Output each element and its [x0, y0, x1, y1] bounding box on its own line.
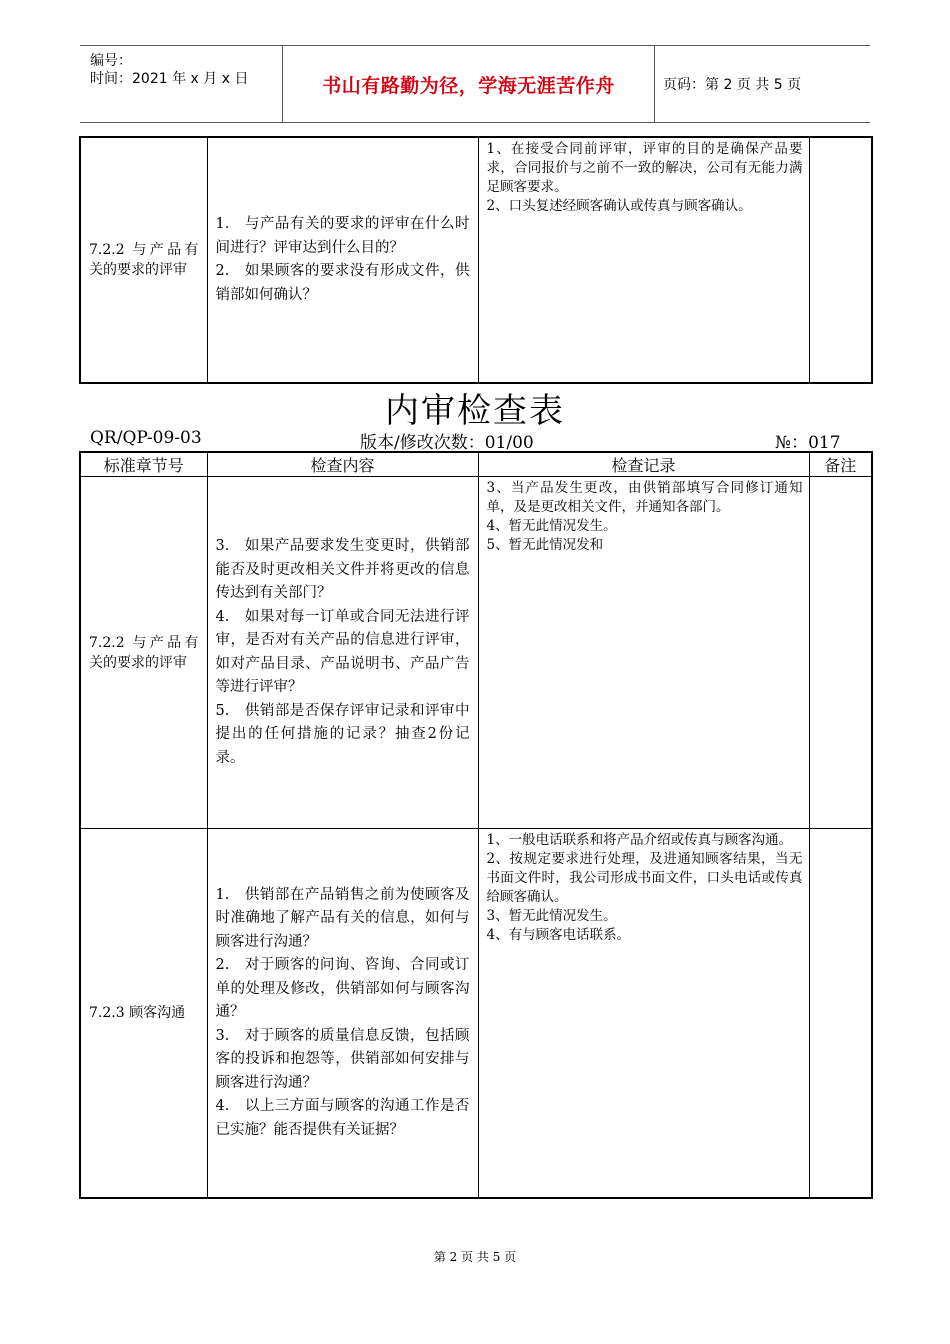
form-version: 版本/修改次数：01/00	[360, 433, 534, 453]
form-title: 内审检查表	[385, 391, 565, 431]
record-item: 4、有与顾客电话联系。	[486, 927, 631, 943]
content-cell	[207, 829, 478, 1198]
content-item: 1. 与产品有关的要求的评审在什么时间进行？评审达到什么目的？	[215, 216, 470, 256]
content-item: 4. 以上三方面与顾客的沟通工作是否已实施？能否提供有关证据？	[215, 1098, 470, 1138]
content-item: 2. 对于顾客的问询、咨询、合同或订单的处理及修改，供销部如何与顾客沟通？	[215, 957, 470, 1020]
content-item: 2. 如果顾客的要求没有形成文件，供销部如何确认？	[215, 263, 470, 303]
checklist-table	[79, 451, 873, 1199]
record-item: 1、一般电话联系和将产品介绍或传真与顾客沟通。	[486, 832, 793, 848]
motto: 书山有路勤为径，学海无涯苦作舟	[322, 74, 615, 97]
remark-cell	[809, 137, 872, 383]
record-item: 2、口头复述经顾客确认或传真与顾客确认。	[486, 198, 752, 214]
content-cell	[207, 137, 478, 383]
header-motto-cell	[282, 46, 655, 122]
record-item: 3、暂无此情况发生。	[486, 908, 617, 924]
page-footer: 第 2 页 共 5 页	[433, 1250, 517, 1264]
header-record: 检查记录	[478, 452, 809, 477]
table-row	[80, 477, 872, 829]
record-cell	[478, 829, 809, 1198]
record-cell	[478, 137, 809, 383]
standard-text: 7.2.2 与产品有关的要求的评审	[89, 242, 199, 278]
standard-text: 7.2.2 与产品有关的要求的评审	[89, 634, 199, 671]
form-number: №：017	[775, 433, 841, 453]
content-item: 3. 如果产品要求发生变更时，供销部能否及时更改相关文件并将更改的信息传达到有关部门？	[215, 538, 470, 601]
code-label: 编号：	[90, 53, 132, 69]
form-code: QR/QP-09-03	[90, 428, 202, 448]
standard-cell	[80, 137, 207, 383]
header-page-cell	[655, 46, 870, 122]
table-row	[80, 137, 872, 383]
content-item: 3. 对于顾客的质量信息反馈，包括顾客的投诉和抱怨等，供销部如何安排与顾客进行沟通？	[215, 1027, 470, 1091]
standard-cell	[80, 477, 207, 829]
page-info: 页码：第 2 页 共 5 页	[663, 77, 802, 93]
remark-cell	[809, 829, 872, 1198]
record-item: 2、按规定要求进行处理，及进通知顾客结果，当无书面文件时，我公司形成书面文件，口头电话或传真给顾客确认。	[486, 851, 803, 905]
standard-text: 7.2.3 顾客沟通	[89, 1004, 186, 1021]
header-standard: 标准章节号	[80, 452, 207, 477]
document-header	[80, 45, 870, 123]
header-remark: 备注	[809, 452, 872, 477]
record-cell	[478, 477, 809, 829]
header-meta	[80, 46, 282, 122]
record-item: 3、当产品发生更改，由供销部填写合同修订通知单，及是更改相关文件，并通知各部门。	[486, 480, 803, 515]
content-item: 1. 供销部在产品销售之前为使顾客及时准确地了解产品有关的信息，如何与顾客进行沟通？	[215, 886, 470, 950]
content-item: 5. 供销部是否保存评审记录和评审中提出的任何措施的记录？抽查2份记录。	[215, 702, 470, 766]
record-item: 5、暂无此情况发和	[486, 537, 604, 553]
record-item: 1、在接受合同前评审，评审的目的是确保产品要求，合同报价与之前不一致的解决，公司有无能力满足顾客要求。	[486, 141, 803, 195]
header-content: 检查内容	[207, 452, 478, 477]
record-item: 4、暂无此情况发生。	[486, 518, 617, 534]
content-cell	[207, 477, 478, 829]
content-item: 4. 如果对每一订单或合同无法进行评审，是否对有关产品的信息进行评审，如对产品目录、产品说明书、产品广告等进行评审？	[215, 608, 470, 695]
checklist-table-continued	[79, 136, 873, 384]
remark-cell	[809, 477, 872, 829]
table-header-row	[80, 452, 872, 477]
standard-cell	[80, 829, 207, 1198]
time-label: 时间：2021 年 x 月 x 日	[90, 71, 249, 87]
table-row	[80, 829, 872, 1198]
